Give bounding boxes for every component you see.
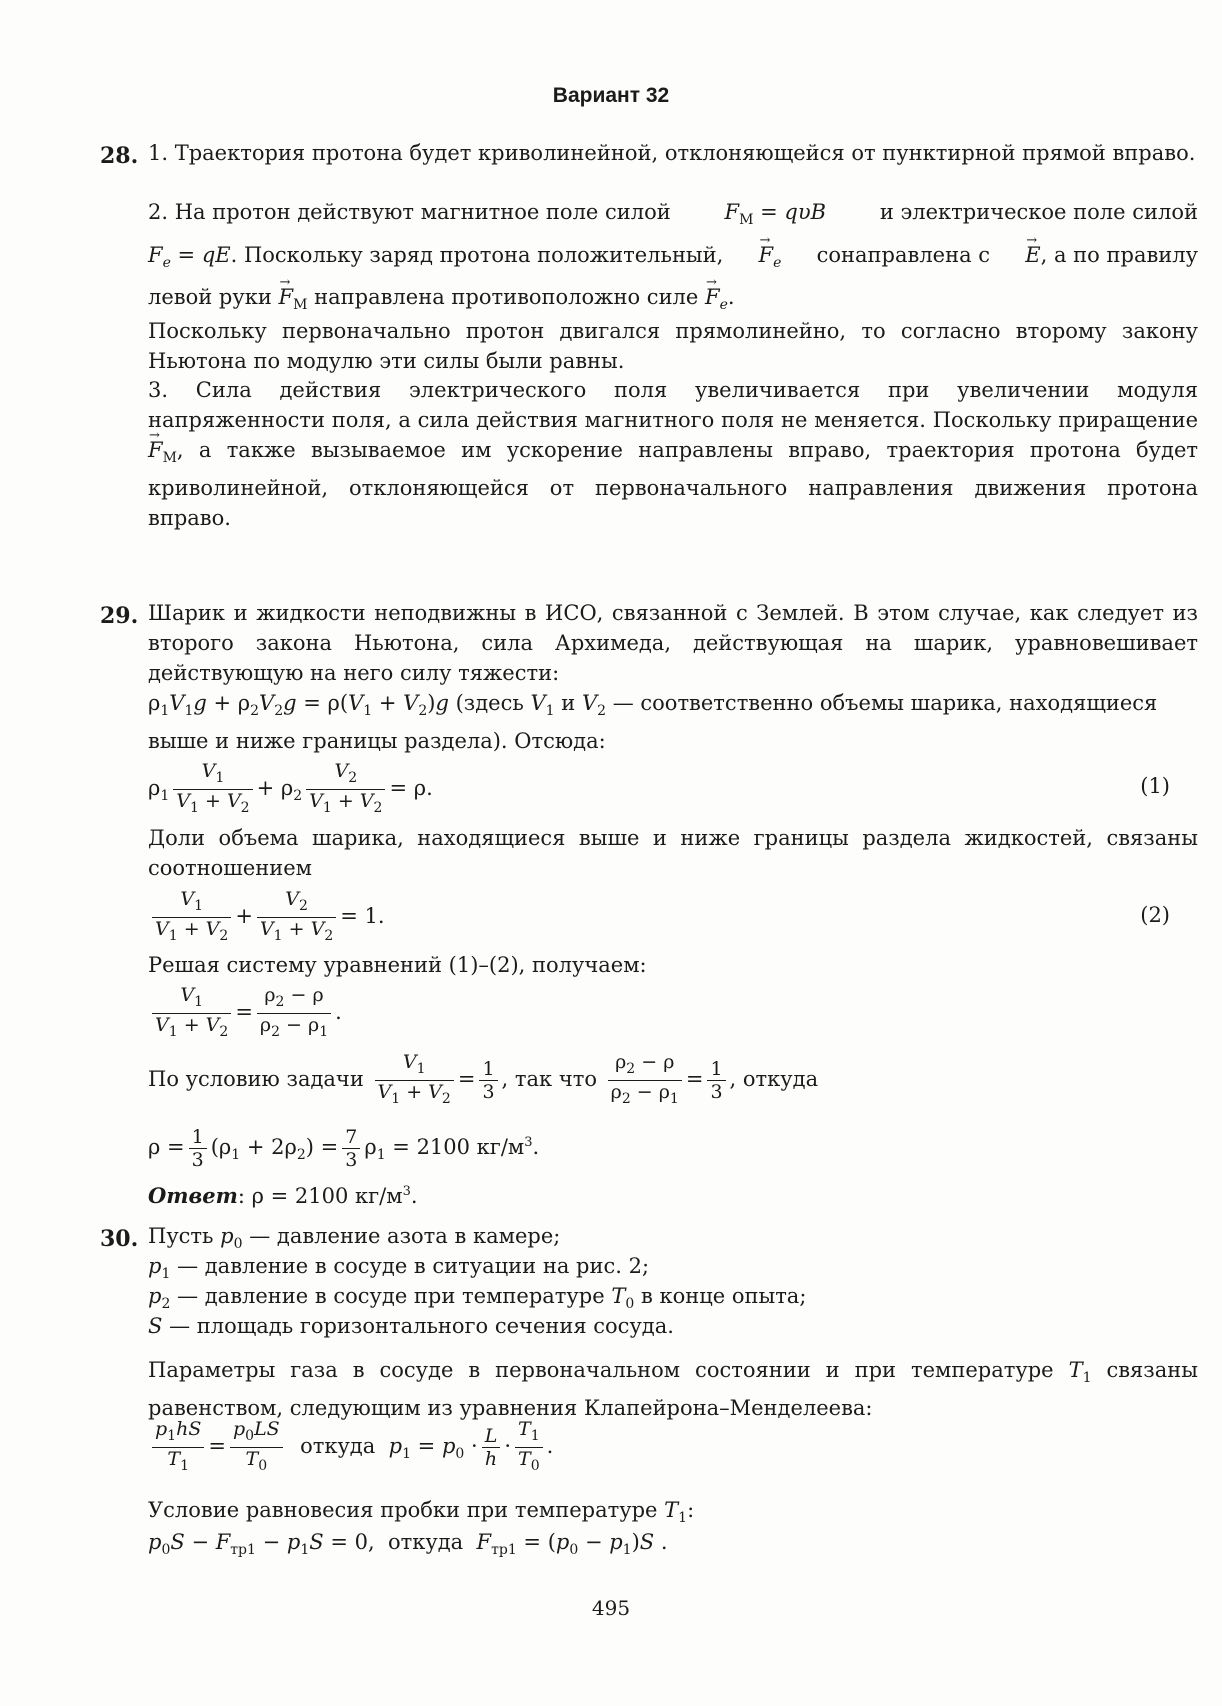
p28-formula-fm: $F_M = q\upsilon B$	[724, 200, 827, 229]
p30-text: — давление в сосуде в ситуации на рис. 2;	[177, 1254, 650, 1278]
problem-28-p4: 3. Сила действия электрического поля увеличивается при увеличении модуля напряженности поля, а сила действия магнитного поля не меняется. Поскольку приращение → $F_M$, а также вызываемое им ускорение направлены вправо, траектория протона будет криволинейной, отклоняющейся от первоначального направления движения протона вправо.	[148, 375, 1198, 465]
p28-text: 2. На протон действуют магнитное поле силой	[148, 200, 671, 224]
equation-2-label: (2)	[1140, 903, 1170, 927]
problem-30-number: 30.	[100, 1226, 139, 1252]
p28-text: сонаправлена с	[816, 243, 991, 267]
p29-text: — соответственно объемы шарика, находящиеся выше и ниже границы раздела). Отсюда:	[148, 691, 1158, 754]
p28-text: направлена противоположно силе	[314, 285, 699, 309]
p28-text: и электрическое поле силой	[879, 200, 1198, 224]
p29-text: (здесь	[455, 691, 524, 715]
rho-result: = 2100 кг/м	[392, 1135, 525, 1159]
p29-eq-balance: $\rho_1V_1g + \rho_2V_2g = \rho(V_1 + V_2)g$	[148, 691, 449, 720]
p30-text: — площадь горизонтального сечения сосуда.	[169, 1314, 674, 1338]
p29-text: , так что	[501, 1066, 597, 1091]
problem-29-p2: $\rho_1V_1g + \rho_2V_2g = \rho(V_1 + V_2)g$ (здесь $V_1$ и $V_2$ — соответственно объемы шарика, находящиеся выше и ниже границы раздела). Отсюда:	[148, 691, 1158, 754]
answer-value: : ρ = 2100 кг/м	[237, 1184, 403, 1208]
problem-28-p2-line3: левой руки → $F_M$ направлена противоположно силе → $F_e$.	[148, 282, 735, 320]
problem-30-l4: S — площадь горизонтального сечения сосуда.	[148, 1314, 674, 1338]
problem-29-number: 29.	[100, 603, 139, 629]
answer-label: Ответ	[148, 1183, 238, 1208]
p29-text: и	[561, 691, 576, 715]
p28-text: . Поскольку заряд протона положительный,	[230, 243, 724, 267]
problem-28-p1: 1. Траектория протона будет криволинейной, отклоняющейся от пунктирной прямой вправо.	[148, 141, 1196, 165]
problem-29-p3: Доли объема шарика, находящиеся выше и ниже границы раздела жидкостей, связаны соотношением	[148, 826, 1198, 880]
problem-29-p5: По условию задачи $\frac{V_1}{V_1 + V_2}$ = $\frac{1}{3}$ , так что $\frac{\rho_2 - \rho}{\rho_2 - \rho_1}$ = $\frac{1}{3}$ , откуда	[148, 1051, 818, 1110]
equation-rho: ρ = $\frac{1}{3}$ $(\rho_1 + 2\rho_2)$ = $\frac{7}{3}$ $\rho_1 = 2100$ $кг/м^3$.	[148, 1126, 540, 1171]
p28-p4-b: , а также вызываемое им ускорение направлены вправо, траектория протона будет криволинейной, отклоняющейся от первоначального направления движения протона вправо.	[148, 438, 1198, 531]
problem-28-p3: Поскольку первоначально протон двигался прямолинейно, то согласно второму закону Ньютона по модулю эти силы были равны.	[148, 319, 1198, 373]
equation-clapeyron: $\frac{p_1hS}{T_1}$ = $\frac{p_0LS}{T_0}$ откуда $p_1 = p_0$ · $\frac{L}{h}$ · $\frac{T_1}{T_0}$ .	[148, 1418, 553, 1477]
problem-29-p1: Шарик и жидкости неподвижны в ИСО, связанной с Землей. В этом случае, как следует из второго закона Ньютона, сила Архимеда, действующая на шарик, уравновешивает действующую на него силу тяжести:	[148, 601, 1198, 685]
p29-text: , откуда	[729, 1066, 819, 1091]
p28-vec-fe: → $F_e$	[759, 240, 782, 278]
problem-30-l2: $p_1$ — давление в сосуде в ситуации на рис. 2;	[148, 1254, 650, 1283]
p30-text: Параметры газа в сосуде в первоначальном состоянии и при температуре	[148, 1358, 1054, 1382]
p28-text: , а по правилу	[1040, 243, 1198, 267]
problem-28-number: 28.	[100, 143, 139, 169]
problem-28-p2-line1	[148, 197, 1198, 235]
problem-29-p4: Решая систему уравнений (1)–(2), получаем:	[148, 953, 647, 977]
page-number: 495	[591, 1596, 631, 1620]
p28-vec-e: → E, а по правилу	[1025, 240, 1198, 278]
p30-text: в конце опыта;	[640, 1284, 807, 1308]
p30-text: — давление в сосуде при температуре	[177, 1284, 605, 1308]
problem-30-l1: Пусть $p_0$ — давление азота в камере;	[148, 1224, 561, 1253]
p30-text: связаны равенством, следующим из уравнения Клапейрона–Менделеева:	[148, 1358, 1198, 1421]
problem-30-p1: Параметры газа в сосуде в первоначальном состоянии и при температуре $T_1$ связаны равенством, следующим из уравнения Клапейрона–Менделеева:	[148, 1358, 1198, 1421]
p30-text: — давление азота в камере;	[249, 1224, 561, 1248]
variant-title: Вариант 32	[552, 84, 670, 107]
p28-p4-a: 3. Сила действия электрического поля увеличивается при увеличении модуля напряженности поля, а сила действия магнитного поля не меняется. Поскольку приращение	[148, 378, 1198, 432]
equation-1-label: (1)	[1140, 774, 1170, 798]
equation-solution: $\frac{V_1}{V_1 + V_2}$ = $\frac{\rho_2 - \rho}{\rho_2 - \rho_1}$ .	[148, 984, 342, 1043]
problem-29-answer: Ответ: ρ = 2100 $кг/м^3$.	[148, 1183, 418, 1208]
p29-text: По условию задачи	[148, 1066, 364, 1091]
equation-2: $\frac{V_1}{V_1 + V_2}$ + $\frac{V_2}{V_1 + V_2}$ = 1.	[148, 888, 385, 947]
p28-formula-fe: $F_e$ = qE. Поскольку заряд протона положительный,	[148, 243, 724, 272]
problem-30-l3: $p_2$ — давление в сосуде при температуре $T_0$ в конце опыта;	[148, 1284, 807, 1313]
p30-text: откуда	[387, 1530, 464, 1554]
equation-1: $\rho_1$ $\frac{V_1}{V_1 + V_2}$ + $\rho_2$ $\frac{V_2}{V_1 + V_2}$ = ρ.	[148, 760, 433, 819]
p30-text: откуда	[300, 1433, 376, 1458]
p28-text: левой руки	[148, 285, 272, 309]
problem-28-p2-line2	[148, 240, 1198, 278]
equation-friction: $p_0S - F_{тр1} - p_1S = 0$, откуда $F_{тр1} = (p_0 - p_1)S$ .	[148, 1530, 668, 1559]
problem-30-p2: Условие равновесия пробки при температуре $T_1$:	[148, 1498, 695, 1527]
p30-text: Условие равновесия пробки при температуре	[148, 1498, 658, 1522]
